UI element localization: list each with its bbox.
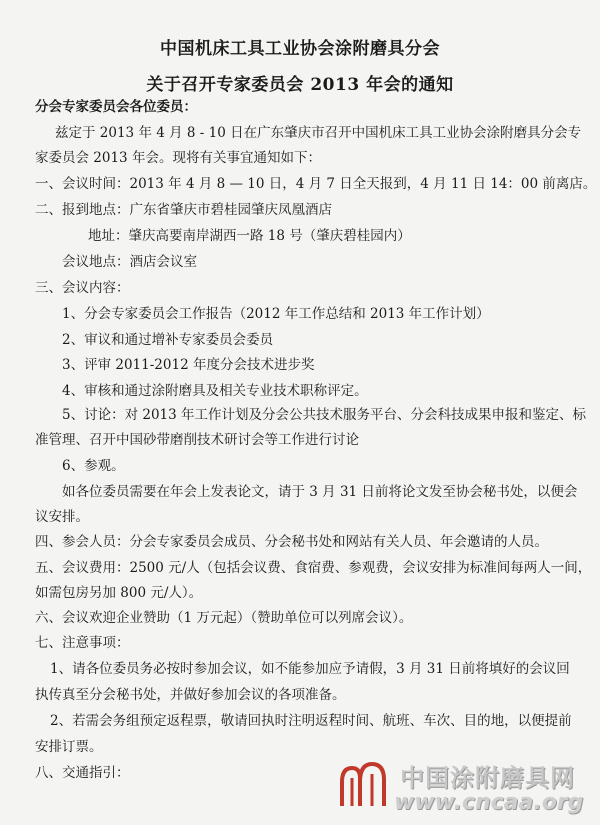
section-sponsorship: 六、会议欢迎企业赞助（1 万元起）（赞助单位可以列席会议）。 bbox=[35, 610, 413, 626]
content-item-1: 1、分会专家委员会工作报告（2012 年工作总结和 2013 年工作计划） bbox=[62, 306, 490, 322]
watermark-url: www.cncaa.org bbox=[394, 790, 584, 815]
section-fees-line-2: 如需包房另加 800 元/人）。 bbox=[35, 585, 203, 601]
intro-line-2: 家委员会 2013 年会。现将有关事宜通知如下： bbox=[35, 150, 321, 166]
section-fees-line-1: 五、会议费用：2500 元/人（包括会议费、食宿费、参观费，会议安排为标准间每两人一间， bbox=[35, 560, 592, 576]
section-notes: 七、注意事项： bbox=[35, 635, 130, 651]
content-item-4: 4、审核和通过涂附磨具及相关专业技术职称评定。 bbox=[62, 383, 368, 399]
site-watermark bbox=[338, 752, 600, 825]
intro-line-1: 兹定于 2013 年 4 月 8 - 10 日在广东肇庆市召开中国机床工具工业协会涂附磨具分会专 bbox=[55, 125, 582, 141]
location-address: 地址：肇庆高要南岸湖西一路 18 号（肇庆碧桂园内） bbox=[88, 228, 411, 244]
section-content: 三、会议内容： bbox=[35, 280, 130, 296]
cncaa-logo-icon bbox=[338, 758, 390, 810]
section-time: 一、会议时间：2013 年 4 月 8 — 10 日，4 月 7 日全天报到，4 月 11 日 14：00 前离店。 bbox=[35, 176, 597, 192]
content-item-6: 6、参观。 bbox=[62, 458, 125, 474]
notice-title-org: 中国机床工具工业协会涂附磨具分会 bbox=[160, 39, 440, 59]
content-item-5-line-1: 5、讨论：对 2013 年工作计划及分会公共技术服务平台、分会科技成果申报和鉴定、标 bbox=[62, 407, 587, 423]
section-location: 二、报到地点：广东省肇庆市碧桂园肇庆凤凰酒店 bbox=[35, 202, 332, 218]
content-item-3: 3、评审 2011-2012 年度分会技术进步奖 bbox=[62, 357, 315, 373]
section-traffic: 八、交通指引： bbox=[35, 765, 130, 781]
note-1-line-1: 1、请各位委员务必按时参加会议，如不能参加应予请假，3 月 31 日前将填好的会议回 bbox=[50, 661, 570, 677]
note-2-line-1: 2、若需会务组预定返程票，敬请回执时注明返程时间、航班、车次、目的地，以便提前 bbox=[50, 713, 572, 729]
note-2-line-2: 安排订票。 bbox=[35, 739, 103, 755]
notice-title: 关于召开专家委员会 2013 年会的通知 bbox=[146, 75, 454, 95]
content-item-5-line-2: 准管理、召开中国砂带磨削技术研讨会等工作进行讨论 bbox=[35, 432, 359, 448]
meeting-venue: 会议地点：酒店会议室 bbox=[62, 254, 197, 270]
content-item-2: 2、审议和通过增补专家委员会委员 bbox=[62, 332, 274, 348]
paper-note-line-1: 如各位委员需要在年会上发表论文，请于 3 月 31 日前将论文发至协会秘书处，以便会 bbox=[62, 484, 578, 500]
watermark-site-name: 中国涂附磨具网 bbox=[400, 764, 575, 792]
salutation: 分会专家委员会各位委员： bbox=[35, 99, 197, 115]
paper-note-line-2: 议安排。 bbox=[35, 509, 89, 525]
note-1-line-2: 执传真至分会秘书处，并做好参加会议的各项准备。 bbox=[35, 687, 346, 703]
section-attendees: 四、参会人员：分会专家委员会成员、分会秘书处和网站有关人员、年会邀请的人员。 bbox=[35, 534, 548, 550]
